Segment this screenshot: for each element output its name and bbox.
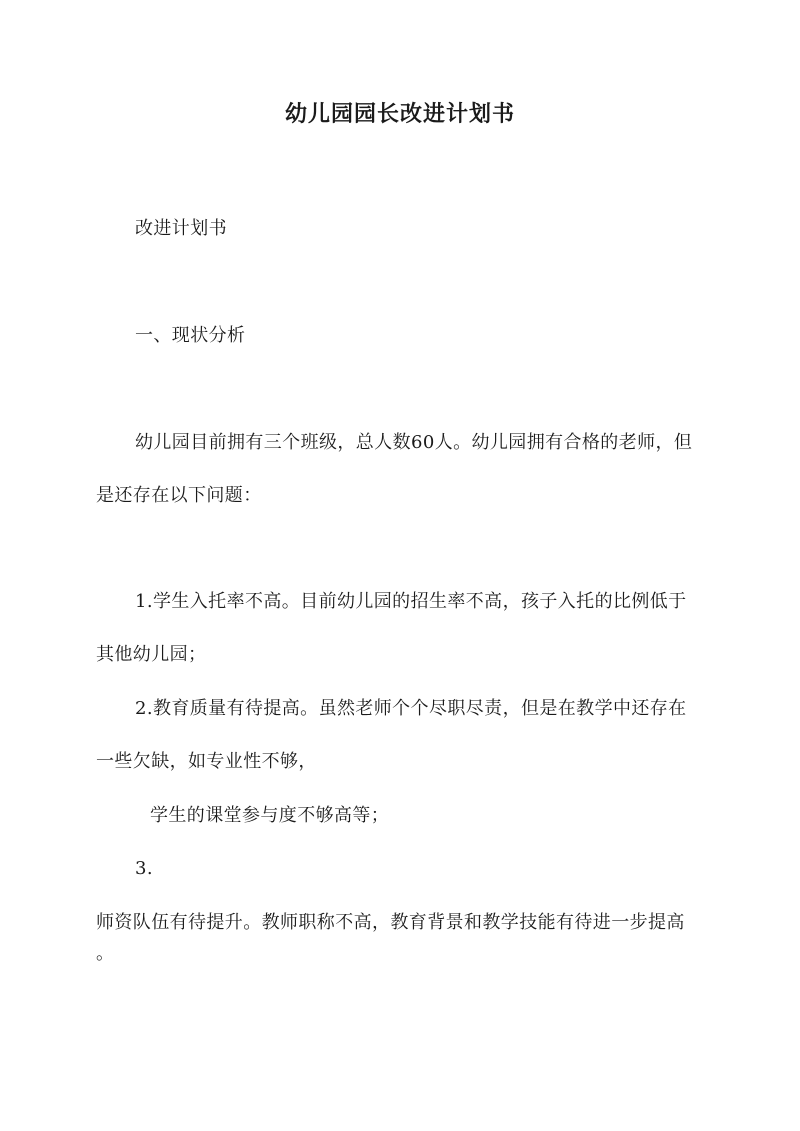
problem-item-2-line-2: 一些欠缺，如专业性不够，	[96, 751, 317, 772]
problem-item-2-line-1: 2.教育质量有待提高。虽然老师个个尽职尽责，但是在教学中还存在	[135, 698, 687, 719]
section-heading-status-analysis: 一、现状分析	[135, 325, 246, 346]
problem-item-1-line-2: 其他幼儿园；	[96, 644, 207, 665]
document-title: 幼儿园园长改进计划书	[284, 101, 515, 127]
document-subtitle: 改进计划书	[135, 218, 227, 239]
intro-paragraph-line-2: 是还存在以下问题：	[96, 485, 262, 506]
problem-item-3-line-2: 。	[96, 943, 115, 964]
problem-item-1-line-1: 1.学生入托率不高。目前幼儿园的招生率不高，孩子入托的比例低于	[135, 591, 687, 612]
intro-paragraph-line-1: 幼儿园目前拥有三个班级，总人数60人。幼儿园拥有合格的老师，但	[135, 432, 693, 453]
problem-item-2-line-3: 学生的课堂参与度不够高等；	[150, 805, 390, 826]
problem-item-3-number: 3.	[135, 858, 153, 879]
problem-item-3-line-1: 师资队伍有待提升。教师职称不高，教育背景和教学技能有待进一步提高	[96, 912, 685, 933]
